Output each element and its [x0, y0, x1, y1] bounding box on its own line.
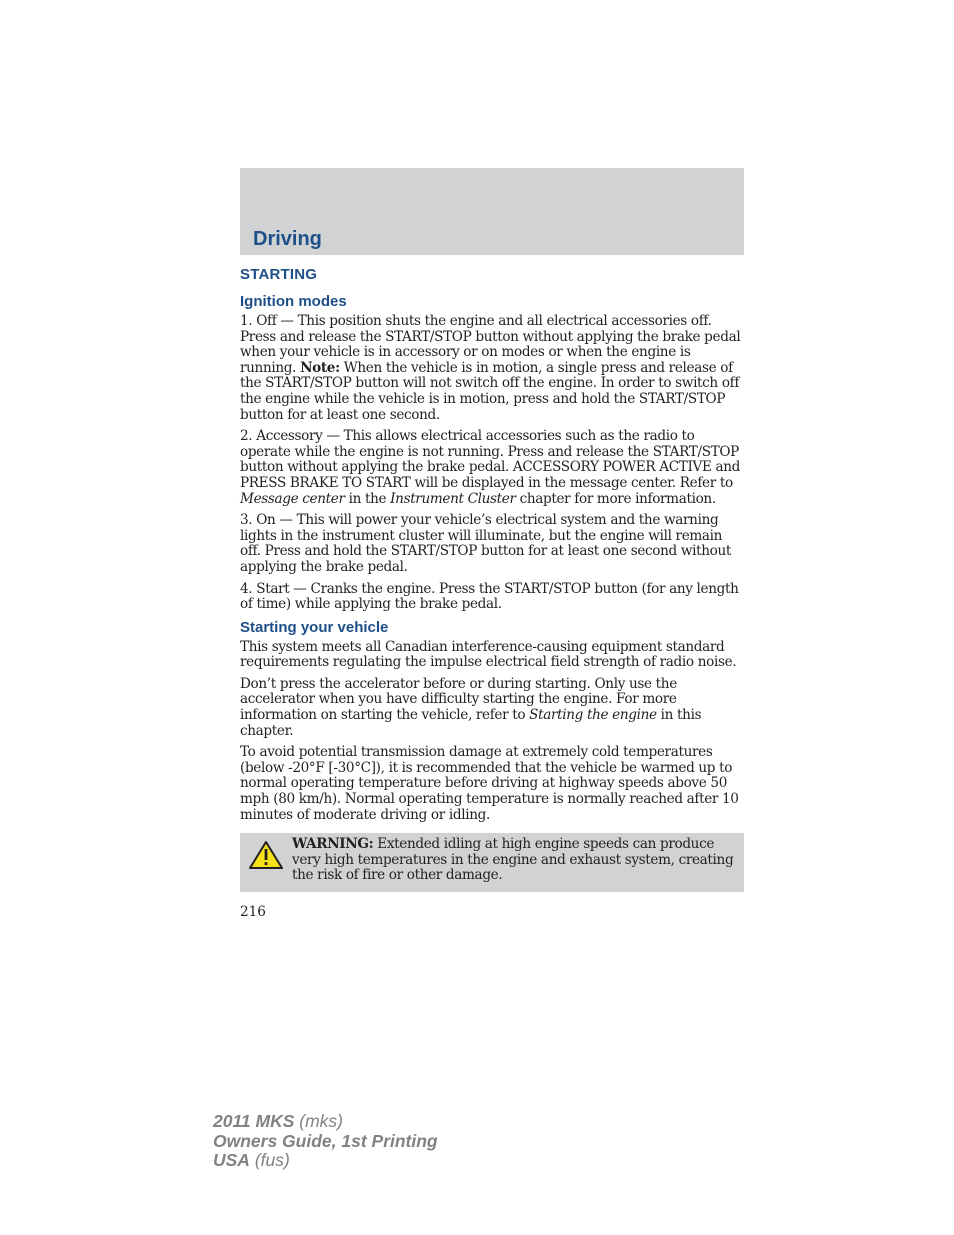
paragraph-text: in the [344, 490, 391, 507]
starting-your-vehicle-heading: Starting your vehicle [240, 618, 389, 636]
page-number: 216 [240, 904, 266, 920]
note-label: Note: [300, 359, 340, 376]
ignition-mode-accessory-paragraph [240, 429, 744, 507]
interference-paragraph: This system meets all Canadian interference-causing equipment standard requirements regulating the impulse electrical field strength of radio noise. [240, 638, 737, 671]
footer-line-guide: Owners Guide, 1st Printing [213, 1130, 438, 1151]
paragraph-text: 2. Accessory — This allows electrical accessories such as the radio to operate while the engine is not running. Press and release the START/STOP button without applying the brake pedal. ACCESSORY POWER ACTIVE and PRESS BRAKE TO START will be displayed in the message center. Refer to [240, 428, 741, 491]
accelerator-paragraph [240, 677, 744, 739]
document-footer [213, 1112, 438, 1171]
paragraph-text: 1. Off — This position shuts the engine and all electrical accessories off. Press and release the START/STOP button without applying the brake pedal when your vehicle is in accessory or on modes or when the engine is running. [240, 313, 741, 376]
footer-market-code: (fus) [249, 1150, 290, 1170]
cross-reference: Starting the engine [529, 707, 657, 724]
page-content [240, 266, 744, 920]
ignition-mode-on-paragraph: 3. On — This will power your vehicle’s electrical system and the warning lights in the instrument cluster will illuminate, but the engine will remain off. Press and hold the START/STOP button for at least one second without applying the brake pedal. [240, 512, 732, 575]
footer-model-code: (mks) [294, 1111, 343, 1131]
footer-line-model [213, 1112, 438, 1132]
footer-model: 2011 MKS [213, 1111, 295, 1131]
cross-reference: Instrument Cluster [390, 490, 516, 507]
ignition-mode-off-paragraph [240, 314, 744, 423]
warning-text [248, 837, 736, 884]
paragraph-text: Don’t press the accelerator before or during starting. Only use the accelerator when you have difficulty starting the engine. For more information on starting the vehicle, refer to [240, 675, 677, 724]
warning-triangle-icon [248, 840, 284, 870]
section-title: STARTING [240, 266, 318, 283]
chapter-title: Driving [253, 228, 322, 250]
paragraph-text: in this chapter. [240, 707, 702, 739]
footer-line-market [213, 1151, 438, 1171]
warning-body: Extended idling at high engine speeds can produce very high temperatures in the engine and exhaust system, creating the risk of fire or other damage. [292, 836, 734, 884]
warning-label: WARNING: [292, 836, 374, 853]
cross-reference: Message center [240, 490, 345, 507]
ignition-modes-heading: Ignition modes [240, 293, 347, 310]
ignition-mode-start-paragraph: 4. Start — Cranks the engine. Press the START/STOP button (for any length of time) while applying the brake pedal. [240, 580, 739, 613]
footer-market: USA [213, 1150, 250, 1170]
paragraph-text: When the vehicle is in motion, a single press and release of the START/STOP button will not switch off the engine. In order to switch off the engine while the vehicle is in motion, press and hold the START/STOP button for at least one second. [240, 359, 740, 423]
chapter-header-band [240, 168, 744, 255]
warning-box [240, 833, 744, 892]
cold-temperature-paragraph: To avoid potential transmission damage at extremely cold temperatures (below -20°F [-30°C]), it is recommended that the vehicle be warmed up to normal operating temperature before driving at highway speeds above 50 mph (80 km/h). Normal operating temperature is normally reached after 10 minutes of moderate driving or idling. [240, 744, 739, 823]
paragraph-text: chapter for more information. [515, 490, 716, 507]
